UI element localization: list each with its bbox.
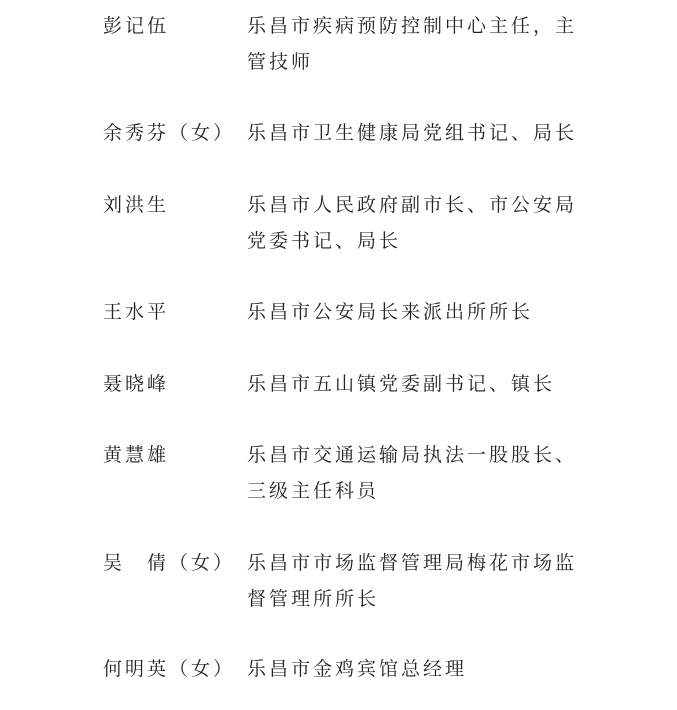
person-name: 刘洪生: [103, 194, 170, 216]
person-name: 黄慧雄: [103, 444, 170, 466]
person-name: 余秀芬（女）: [103, 122, 236, 144]
person-title: 乐昌市五山镇党委副书记、镇长: [247, 373, 556, 395]
person-title: 乐昌市疾病预防控制中心主任，主管技师: [247, 15, 578, 73]
person-name: 聂晓峰: [103, 373, 170, 395]
person-name: 何明英（女）: [103, 658, 236, 680]
person-title: 乐昌市金鸡宾馆总经理: [247, 658, 468, 680]
person-title: 乐昌市人民政府副市长、市公安局党委书记、局长: [247, 194, 578, 252]
person-title: 乐昌市卫生健康局党组书记、局长: [247, 122, 578, 144]
person-title: 乐昌市交通运输局执法一股股长、三级主任科员: [247, 444, 578, 502]
person-title: 乐昌市公安局长来派出所所长: [247, 301, 534, 323]
person-name: 彭记伍: [103, 15, 170, 37]
person-title: 乐昌市市场监督管理局梅花市场监督管理所所长: [247, 552, 578, 610]
person-name: 王水平: [103, 301, 170, 323]
person-name: 吴 倩（女）: [103, 552, 236, 574]
